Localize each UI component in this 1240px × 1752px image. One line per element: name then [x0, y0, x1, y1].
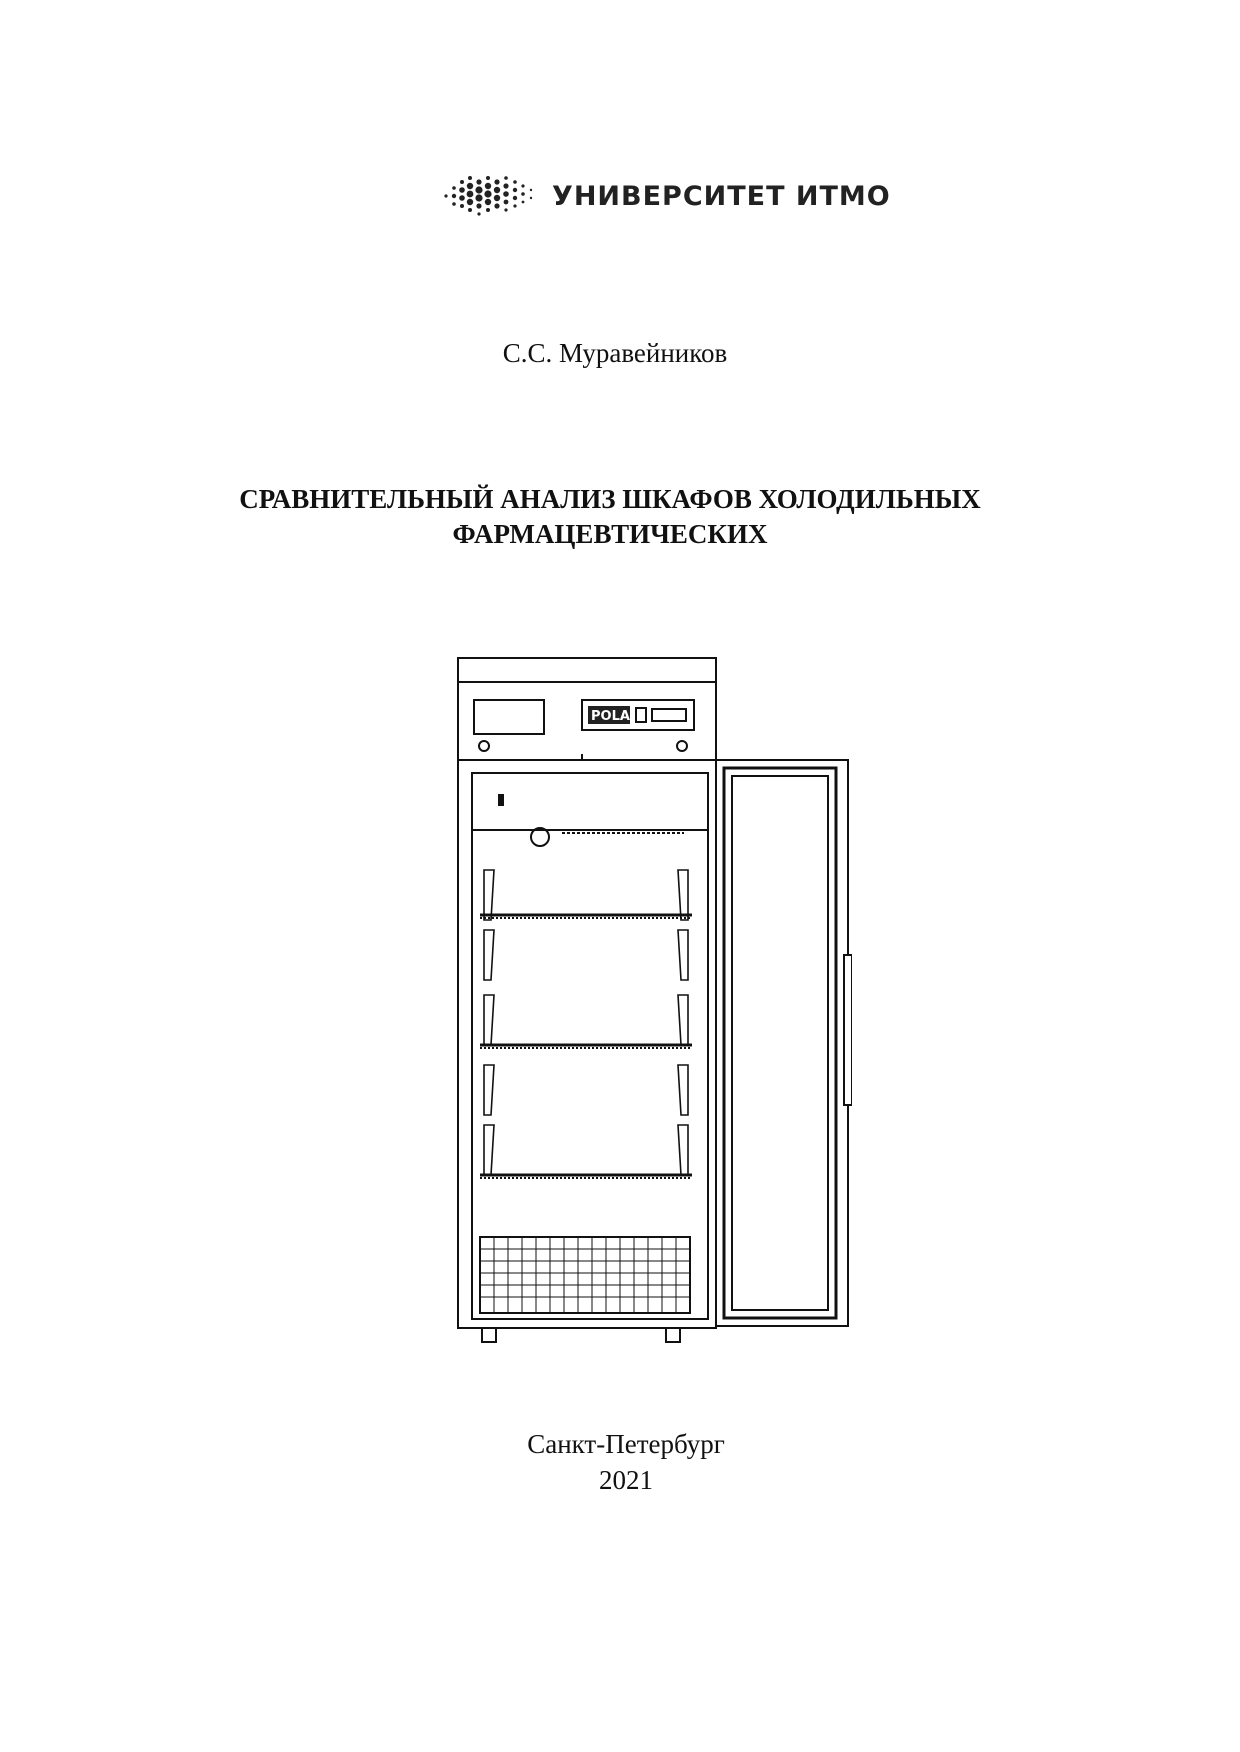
- author-name: [0, 338, 1240, 369]
- title-line-1: СРАВНИТЕЛЬНЫЙ АНАЛИЗ ШКАФОВ ХОЛОДИЛЬНЫХ: [239, 484, 981, 514]
- university-name: УНИВЕРСИТЕТ ИТМО: [552, 180, 891, 212]
- document-title: [0, 482, 1240, 552]
- publication-info: [0, 1426, 1240, 1498]
- author-text: С.С. Муравейников: [502, 338, 728, 368]
- dot-matrix-logo-icon: [440, 168, 538, 224]
- publication-city: Санкт-Петербург: [527, 1429, 725, 1459]
- title-line-2: ФАРМАЦЕВТИЧЕСКИХ: [452, 519, 768, 549]
- university-logo: [440, 168, 891, 224]
- refrigerator-illustration: [452, 655, 852, 1365]
- pharmaceutical-refrigerator-drawing: [452, 655, 852, 1360]
- brand-label: POLAIR: [591, 709, 645, 724]
- publication-year: 2021: [599, 1465, 653, 1495]
